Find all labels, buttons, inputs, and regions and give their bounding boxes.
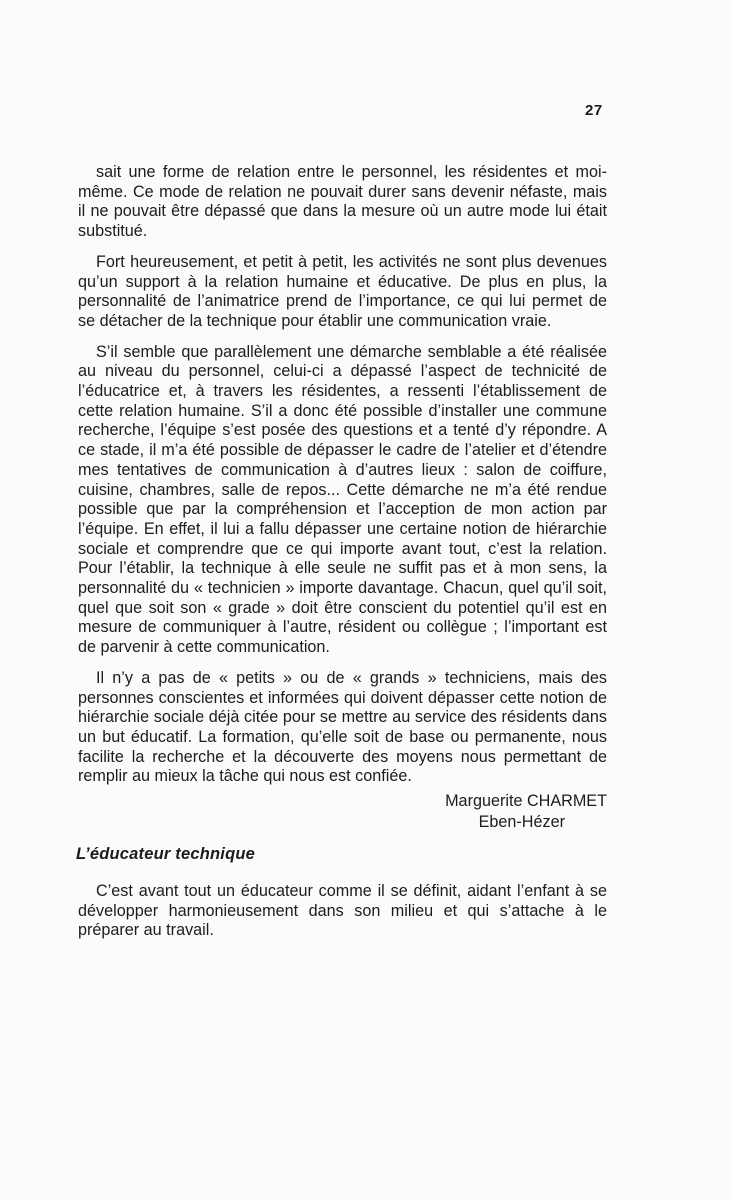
signature-place: Eben-Hézer [478, 813, 565, 832]
signature-name: Marguerite CHARMET [445, 792, 607, 811]
body-paragraph-2: Fort heureusement, et petit à petit, les activités ne sont plus devenues qu’un support à la relation humaine et éducative. De plus en plus, la personnalité de l’animatrice prend de l’importance, ce qui lui permet de se détacher de la technique pour établir une communication vraie. [78, 252, 607, 330]
body-paragraph-3: S’il semble que parallèlement une démarche semblable a été réalisée au niveau du personnel, celui-ci a dépassé l’aspect de technicité de l’éducatrice et, à travers les résidentes, a ressenti l’établissement de cette relation humaine. S’il a donc été possible d’installer une commune recherche, l’équipe s’est posée des questions et a tenté d’y répondre. A ce stade, il m’a été possible de dépasser le cadre de l’atelier et d’étendre mes tentatives de communication à d’autres lieux : salon de coiffure, cuisine, chambres, salle de repos... Cette démarche ne m’a été rendue possible que par la compréhension et l’acception de mon action par l’équipe. En effet, il lui a fallu dépasser une certaine notion de hiérarchie sociale et comprendre que ce qui importe avant tout, c’est la relation. Pour l’établir, la technique à elle seule ne suffit pas et à mon sens, la personnalité du « technicien » importe davantage. Chacun, quel qu’il soit, quel que soit son « grade » doit être conscient du potentiel qu’il est en mesure de communiquer à l’autre, résident ou collègue ; l’important est de parvenir à cette communication. [78, 342, 607, 657]
article-body [78, 163, 607, 952]
page-number: 27 [585, 102, 603, 119]
signature-block [78, 791, 607, 833]
section-paragraph: C’est avant tout un éducateur comme il se définit, aidant l’enfant à se développer harmonieusement dans son milieu et qui s’attache à le préparer au travail. [78, 881, 607, 940]
section-heading: L’éducateur technique [76, 845, 256, 864]
body-paragraph-4: Il n’y a pas de « petits » ou de « grands » techniciens, mais des personnes conscientes et informées qui doivent dépasser cette notion de hiérarchie sociale déjà citée pour se mettre au service des résidents dans un but éducatif. La formation, qu’elle soit de base ou permanente, nous facilite la recherche et la découverte des moyens nous permettant de remplir au mieux la tâche qui nous est confiée. [78, 668, 607, 786]
body-paragraph-1: sait une forme de relation entre le personnel, les résidentes et moi-même. Ce mode de relation ne pouvait durer sans devenir néfaste, mais il ne pouvait être dépassé que dans la mesure où un autre mode lui était substitué. [78, 163, 607, 241]
